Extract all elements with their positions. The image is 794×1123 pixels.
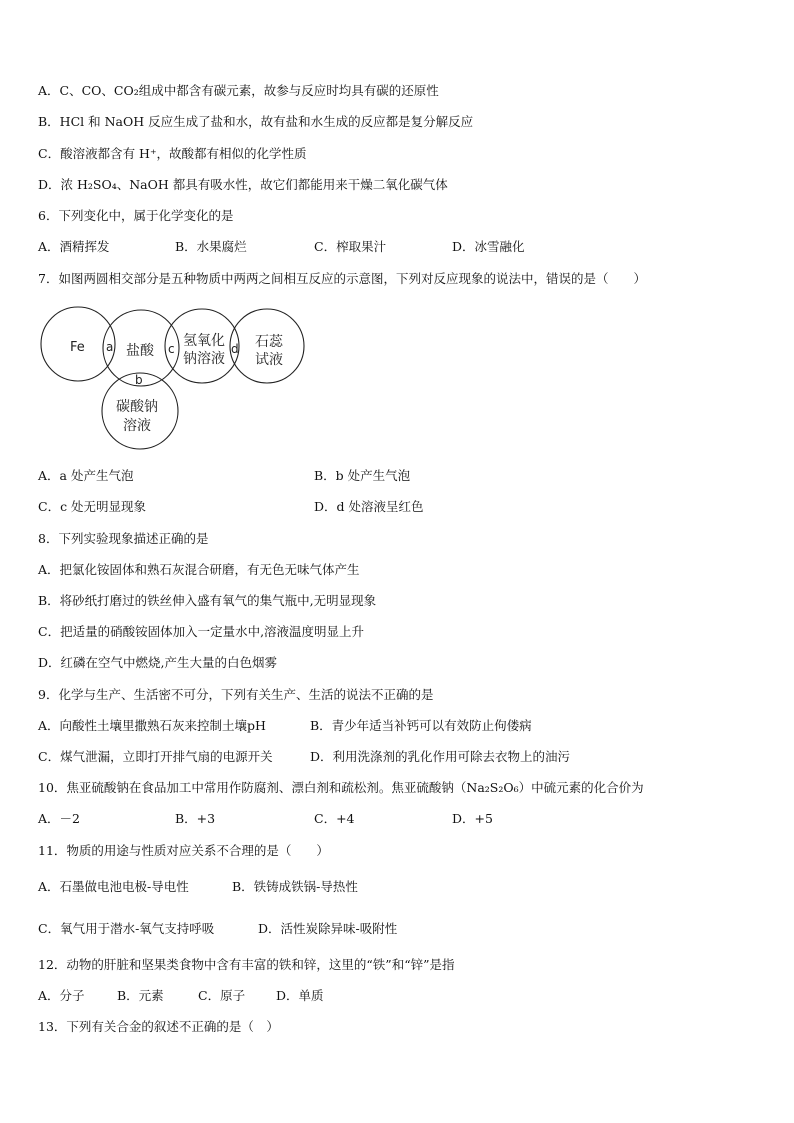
q12-stem: 12．动物的肝脏和坚果类食物中含有丰富的铁和锌，这里的“铁”和“锌”是指 [38, 957, 455, 972]
na2co3-label-line2: 溶液 [123, 418, 151, 434]
q9-option-b: B．青少年适当补钙可以有效防止佝偻病 [310, 718, 532, 733]
q11-stem: 11．物质的用途与性质对应关系不合理的是（ ） [38, 843, 329, 858]
q8-option-b: B．将砂纸打磨过的铁丝伸入盛有氧气的集气瓶中,无明显现象 [38, 593, 377, 608]
acid-label: 盐酸 [126, 343, 154, 359]
q10-option-b: B．+3 [175, 811, 216, 826]
q7-option-a: A．a 处产生气泡 [38, 468, 134, 483]
q5-option-b: B．HCl 和 NaOH 反应生成了盐和水，故有盐和水生成的反应都是复分解反应 [38, 114, 474, 129]
q8-option-d: D．红磷在空气中燃烧,产生大量的白色烟雾 [38, 655, 277, 670]
q9-option-c: C．煤气泄漏，立即打开排气扇的电源开关 [38, 749, 273, 764]
region-d-label: d [231, 342, 239, 356]
q9-option-d: D．利用洗涤剂的乳化作用可除去衣物上的油污 [310, 749, 571, 764]
q5-option-c: C．酸溶液都含有 H⁺，故酸都有相似的化学性质 [38, 146, 307, 161]
q10-stem: 10．焦亚硫酸钠在食品加工中常用作防腐剂、漂白剂和疏松剂。焦亚硫酸钠（Na₂S₂O₆）中硫元素的化合价为 [38, 780, 644, 795]
naoh-label-line2: 钠溶液 [183, 351, 225, 367]
na2co3-label-line1: 碳酸钠 [116, 399, 158, 415]
q12-option-d: D．单质 [276, 988, 324, 1003]
q11-option-b: B．铁铸成铁锅-导热性 [232, 879, 358, 894]
q7-venn-diagram [36, 302, 316, 458]
q8-option-a: A．把氯化铵固体和熟石灰混合研磨，有无色无味气体产生 [38, 562, 360, 577]
q8-option-c: C．把适量的硝酸铵固体加入一定量水中,溶液温度明显上升 [38, 624, 365, 639]
q12-option-c: C．原子 [198, 988, 246, 1003]
q9-option-a: A．向酸性土壤里撒熟石灰来控制土壤pH [38, 718, 266, 733]
q10-option-d: D．+5 [452, 811, 493, 826]
q11-option-d: D．活性炭除异味-吸附性 [258, 921, 398, 936]
q6-stem: 6．下列变化中，属于化学变化的是 [38, 208, 234, 223]
fe-label: Fe [70, 340, 85, 355]
q11-option-c: C．氧气用于潜水-氧气支持呼吸 [38, 921, 215, 936]
q8-stem: 8．下列实验现象描述正确的是 [38, 531, 209, 546]
q10-option-a: A．－2 [38, 811, 80, 826]
q5-option-a: A．C、CO、CO₂组成中都含有碳元素，故参与反应时均具有碳的还原性 [38, 83, 439, 98]
q6-option-c: C．榨取果汁 [314, 239, 387, 254]
region-c-label: c [168, 342, 175, 356]
q7-option-b: B．b 处产生气泡 [314, 468, 411, 483]
q13-stem: 13．下列有关合金的叙述不正确的是（ ） [38, 1019, 279, 1034]
litmus-label-line1: 石蕊 [255, 334, 283, 350]
q6-option-a: A．酒精挥发 [38, 239, 110, 254]
q7-option-c: C．c 处无明显现象 [38, 499, 147, 514]
q11-option-a: A．石墨做电池电极-导电性 [38, 879, 189, 894]
q5-option-d: D．浓 H₂SO₄、NaOH 都具有吸水性，故它们都能用来干燥二氧化碳气体 [38, 177, 448, 192]
q10-option-c: C．+4 [314, 811, 355, 826]
naoh-label-line1: 氢氧化 [183, 333, 225, 349]
q6-option-d: D．冰雪融化 [452, 239, 525, 254]
q12-option-b: B．元素 [117, 988, 164, 1003]
region-b-label: b [135, 373, 143, 387]
q12-option-a: A．分子 [38, 988, 85, 1003]
region-a-label: a [106, 340, 114, 354]
q9-stem: 9．化学与生产、生活密不可分，下列有关生产、生活的说法不正确的是 [38, 687, 434, 702]
q7-option-d: D．d 处溶液呈红色 [314, 499, 424, 514]
q7-stem: 7．如图两圆相交部分是五种物质中两两之间相互反应的示意图，下列对反应现象的说法中，错误的是（ ） [38, 271, 646, 286]
q6-option-b: B．水果腐烂 [175, 239, 247, 254]
litmus-label-line2: 试液 [255, 352, 283, 368]
